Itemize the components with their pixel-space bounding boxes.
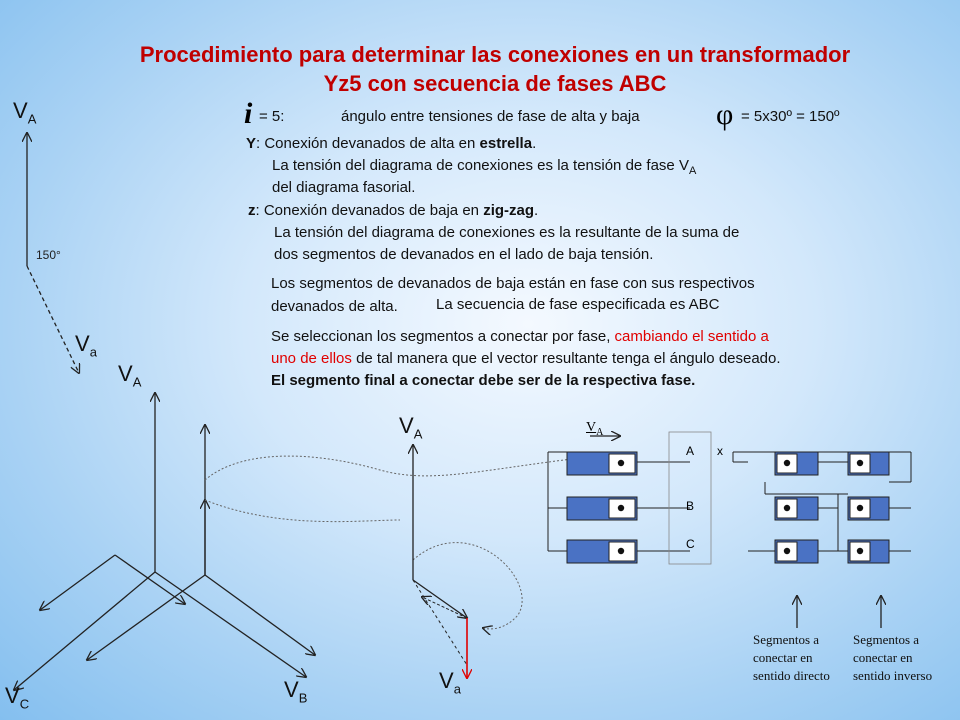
zigzag-va-label: $V_A$ [399, 413, 423, 442]
angle-description: ángulo entre tensiones de fase de alta y baja [341, 108, 640, 125]
star-diagram [14, 393, 315, 690]
va-top-label: $V_A$ [13, 98, 37, 127]
phase-b-label: B [686, 499, 695, 513]
va-low-label: $V_a$ [75, 331, 97, 360]
winding-block-b-primary [567, 497, 637, 520]
connection-curve-top [205, 456, 580, 480]
segments-line-2: devanados de alta. [271, 298, 398, 315]
va-low-phasor-arrow [27, 266, 79, 373]
winding-block-c-primary [567, 540, 637, 563]
connection-curve-bottom [205, 500, 400, 522]
i-value: = 5: [259, 108, 285, 125]
title-line-2: Yz5 con secuencia de fases ABC [323, 71, 667, 96]
winding-va-label: $V_A$ [586, 420, 604, 438]
winding-blocks [567, 452, 889, 563]
winding-block-b-direct [775, 497, 818, 520]
segments-line-1: Los segmentos de devanados de baja están en fase con sus respectivos [271, 275, 755, 292]
star-vb-label: $V_B$ [284, 677, 308, 706]
sequence-line: La secuencia de fase especificada es ABC [436, 296, 720, 313]
phase-c-label: C [686, 537, 695, 551]
y-phasor-line: del diagrama fasorial. [272, 179, 416, 196]
selection-line-3: El segmento final a conectar debe ser de la respectiva fase. [271, 372, 696, 389]
zigzag-diagram [413, 445, 467, 678]
star-vc-label: $V_C$ [5, 683, 30, 712]
y-connection-line: Y: Conexión devanados de alta en estrella. [246, 135, 537, 152]
caption-inverse: Segmentos a conectar en sentido inverso [853, 632, 933, 683]
selection-line-1: Se seleccionan los segmentos a conectar por fase, cambiando el sentido a [271, 328, 769, 345]
z-key: z [248, 202, 256, 219]
star-va-label: $V_A$ [118, 361, 142, 390]
winding-block-c-inverse [848, 540, 889, 563]
phase-x-label: x [717, 444, 723, 458]
angle-label: 150° [36, 248, 61, 262]
z-resultant-line: La tensión del diagrama de conexiones es la resultante de la suma de [274, 224, 740, 241]
return-curve [413, 543, 522, 629]
z-segments-line: dos segmentos de devanados en el lado de baja tensión. [274, 246, 654, 263]
y-voltage-line: La tensión del diagrama de conexiones es la tensión de fase $V_A$ [272, 157, 697, 177]
phi-symbol: φ [716, 98, 734, 131]
phi-value: = 5x30º = 150º [741, 108, 840, 125]
i-symbol: i [244, 97, 253, 130]
winding-block-c-direct [775, 540, 818, 563]
winding-block-a-inverse [848, 452, 889, 475]
phase-a-label: A [686, 444, 695, 458]
zigzag-va-low-label: $V_a$ [439, 668, 461, 697]
selection-line-2: uno de ellos de tal manera que el vector resultante tenga el ángulo deseado. [271, 350, 781, 367]
winding-block-a-direct [775, 452, 818, 475]
caption-direct: Segmentos a conectar en sentido directo [753, 632, 830, 683]
z-connection-line: z: Conexión devanados de baja en zig-zag. [248, 202, 539, 219]
winding-block-a-primary [567, 452, 637, 475]
y-key: Y [246, 135, 257, 152]
title-line-1: Procedimiento para determinar las conexiones en un transformador [139, 42, 851, 67]
winding-block-b-inverse [848, 497, 889, 520]
